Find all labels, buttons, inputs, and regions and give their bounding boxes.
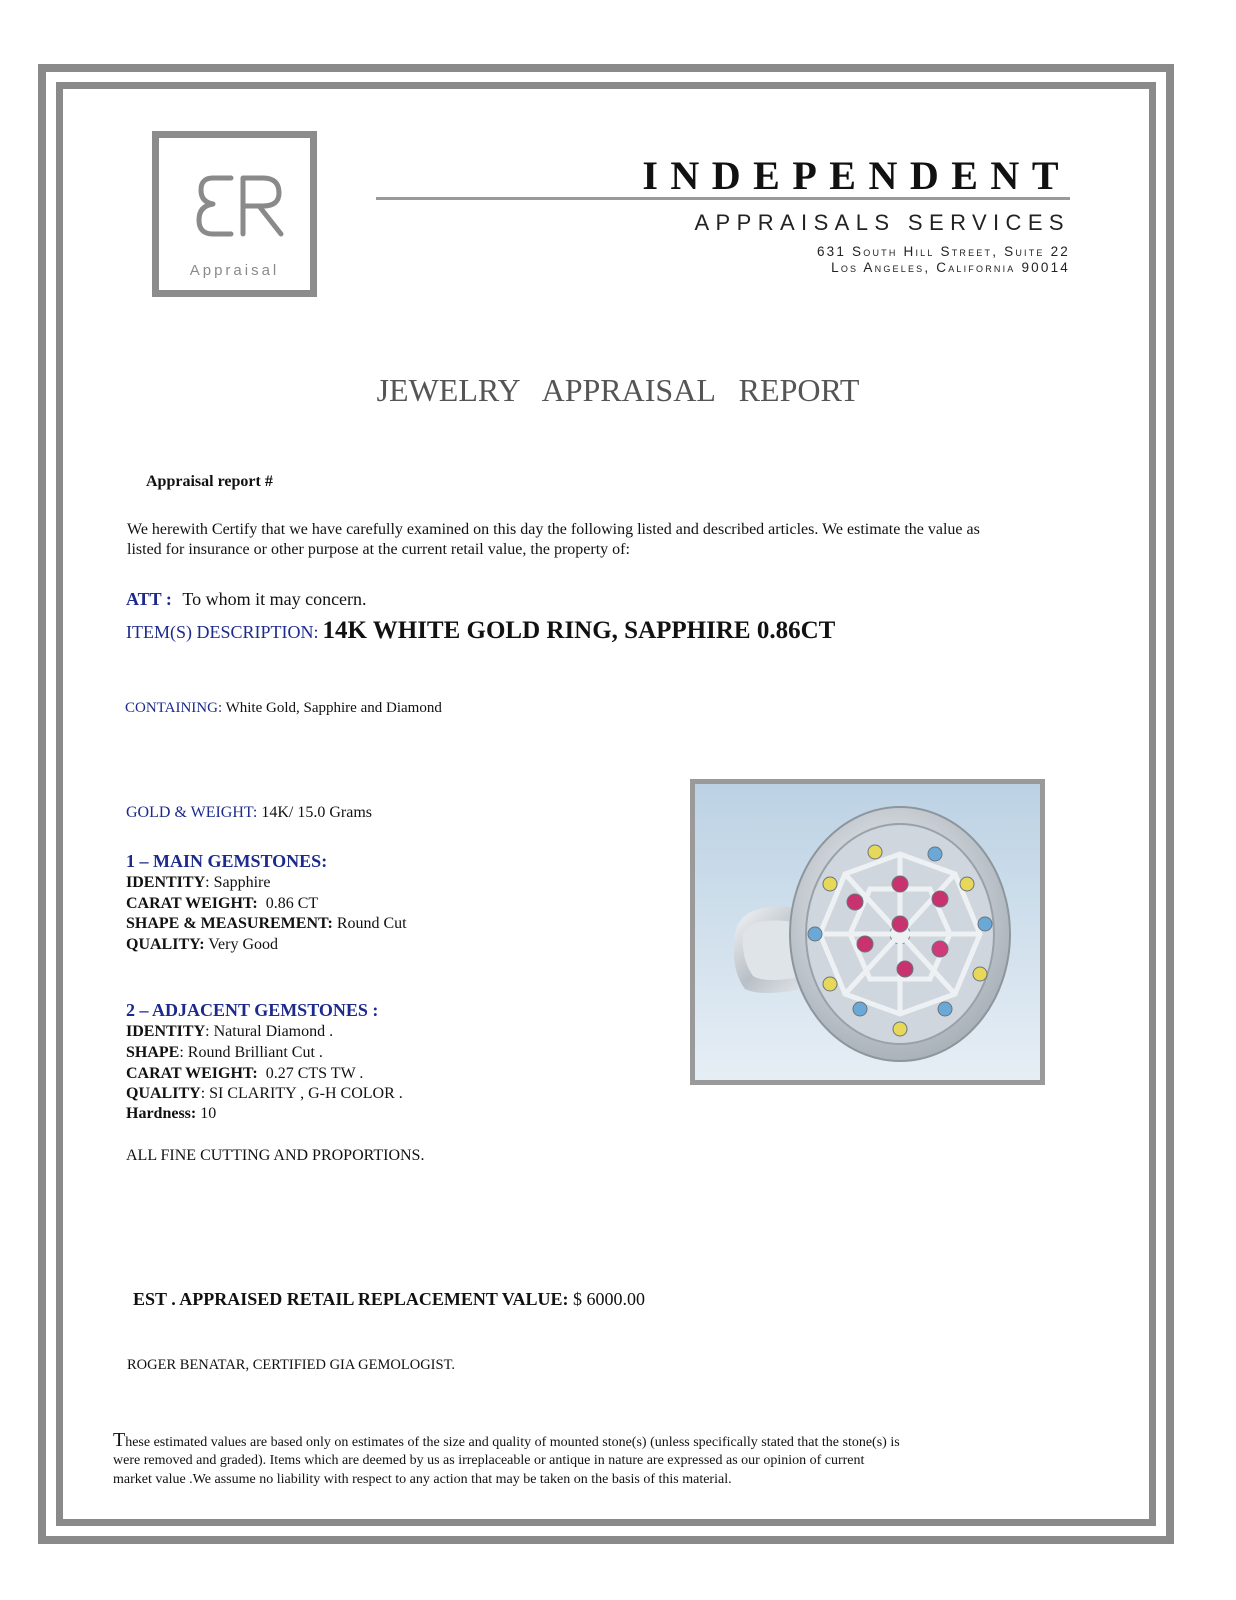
adjacent-hardness-value: 10 bbox=[200, 1105, 217, 1122]
adjacent-shape-label: SHAPE bbox=[126, 1044, 180, 1061]
gemologist-signature: ROGER BENATAR, CERTIFIED GIA GEMOLOGIST. bbox=[127, 1357, 455, 1373]
disclaimer-line-1 bbox=[113, 1429, 900, 1452]
containing-label: CONTAINING: bbox=[125, 700, 223, 716]
item-description-row bbox=[126, 617, 835, 645]
certify-text-line-2: listed for insurance or other purpose at the current retail value, the property of: bbox=[127, 541, 630, 558]
adjacent-shape-value: : Round Brilliant Cut . bbox=[179, 1044, 323, 1061]
disclaimer-drop-letter: T bbox=[113, 1429, 126, 1451]
appraised-value-row bbox=[133, 1289, 645, 1310]
logo-caption: Appraisal bbox=[189, 262, 280, 279]
main-carat-value: 0.86 CT bbox=[265, 895, 319, 912]
att-row bbox=[126, 589, 367, 610]
adjacent-identity-label: IDENTITY bbox=[126, 1023, 206, 1040]
adjacent-quality-row bbox=[126, 1085, 403, 1103]
adjacent-hardness-row bbox=[126, 1105, 216, 1123]
company-name: INDEPENDENT bbox=[642, 153, 1071, 198]
adjacent-quality-label: QUALITY bbox=[126, 1085, 201, 1102]
adjacent-quality-value: : SI CLARITY , G-H COLOR . bbox=[200, 1085, 403, 1102]
att-label: ATT : bbox=[126, 589, 172, 609]
disclaimer-line-1-text: hese estimated values are based only on estimates of the size and quality of mounted stone(s) (unless specifically stated that the stone(s) is bbox=[125, 1435, 900, 1450]
gold-weight-row bbox=[126, 804, 372, 822]
certify-text-line-1: We herewith Certify that we have carefully examined on this day the following listed and described articles. We estimate the value as bbox=[127, 521, 980, 538]
main-identity-row bbox=[126, 874, 270, 892]
address-line-2: Los Angeles, California 90014 bbox=[831, 260, 1070, 275]
containing-value: White Gold, Sapphire and Diamond bbox=[225, 700, 442, 716]
adjacent-identity-row bbox=[126, 1023, 333, 1041]
report-title: JEWELRY APPRAISAL REPORT bbox=[376, 372, 860, 408]
adjacent-hardness-label: Hardness: bbox=[126, 1105, 197, 1122]
main-quality-label: QUALITY: bbox=[126, 936, 205, 953]
gold-weight-label: GOLD & WEIGHT: bbox=[126, 804, 258, 821]
gold-weight-value: 14K/ 15.0 Grams bbox=[261, 804, 372, 821]
adjacent-carat-label: CARAT WEIGHT: bbox=[126, 1065, 258, 1082]
main-shape-row bbox=[126, 915, 407, 933]
adjacent-shape-row bbox=[126, 1044, 323, 1062]
item-description-label: ITEM(S) DESCRIPTION: bbox=[126, 622, 319, 642]
ring-image bbox=[695, 784, 1040, 1080]
fine-cutting-note: ALL FINE CUTTING AND PROPORTIONS. bbox=[126, 1147, 425, 1164]
main-quality-row bbox=[126, 936, 278, 954]
main-shape-label: SHAPE & MEASUREMENT: bbox=[126, 915, 333, 932]
adjacent-gemstones-heading: 2 – ADJACENT GEMSTONES : bbox=[126, 1000, 379, 1020]
company-logo bbox=[152, 131, 317, 297]
main-quality-value: Very Good bbox=[208, 936, 279, 953]
att-value: To whom it may concern. bbox=[182, 589, 367, 609]
address-line-1: 631 South Hill Street, Suite 22 bbox=[816, 244, 1070, 259]
main-carat-label: CARAT WEIGHT: bbox=[126, 895, 258, 912]
appraised-value-amount: $ 6000.00 bbox=[572, 1289, 645, 1309]
appraisal-number-label: Appraisal report # bbox=[146, 473, 273, 490]
ring-photo bbox=[690, 779, 1045, 1085]
adjacent-carat-value: 0.27 CTS TW . bbox=[265, 1065, 364, 1082]
company-subtitle: APPRAISALS SERVICES bbox=[694, 210, 1070, 235]
adjacent-carat-row bbox=[126, 1065, 363, 1083]
main-identity-value: : Sapphire bbox=[205, 874, 271, 891]
main-identity-label: IDENTITY bbox=[126, 874, 206, 891]
disclaimer-line-2: were removed and graded). Items which are deemed by us as irreplaceable or antique in nature are expressed as our opinion of current bbox=[113, 1453, 865, 1468]
adjacent-identity-value: : Natural Diamond . bbox=[205, 1023, 334, 1040]
disclaimer-line-3: market value .We assume no liability with respect to any action that may be taken on the basis of this material. bbox=[113, 1472, 732, 1487]
appraised-value-label: EST . APPRAISED RETAIL REPLACEMENT VALUE: bbox=[133, 1289, 569, 1309]
containing-row bbox=[125, 700, 442, 717]
main-shape-value: Round Cut bbox=[336, 915, 407, 932]
main-carat-row bbox=[126, 895, 318, 913]
main-gemstones-heading: 1 – MAIN GEMSTONES: bbox=[126, 851, 328, 871]
er-monogram-icon bbox=[191, 168, 291, 248]
item-description-value: 14K WHITE GOLD RING, SAPPHIRE 0.86CT bbox=[322, 617, 836, 644]
